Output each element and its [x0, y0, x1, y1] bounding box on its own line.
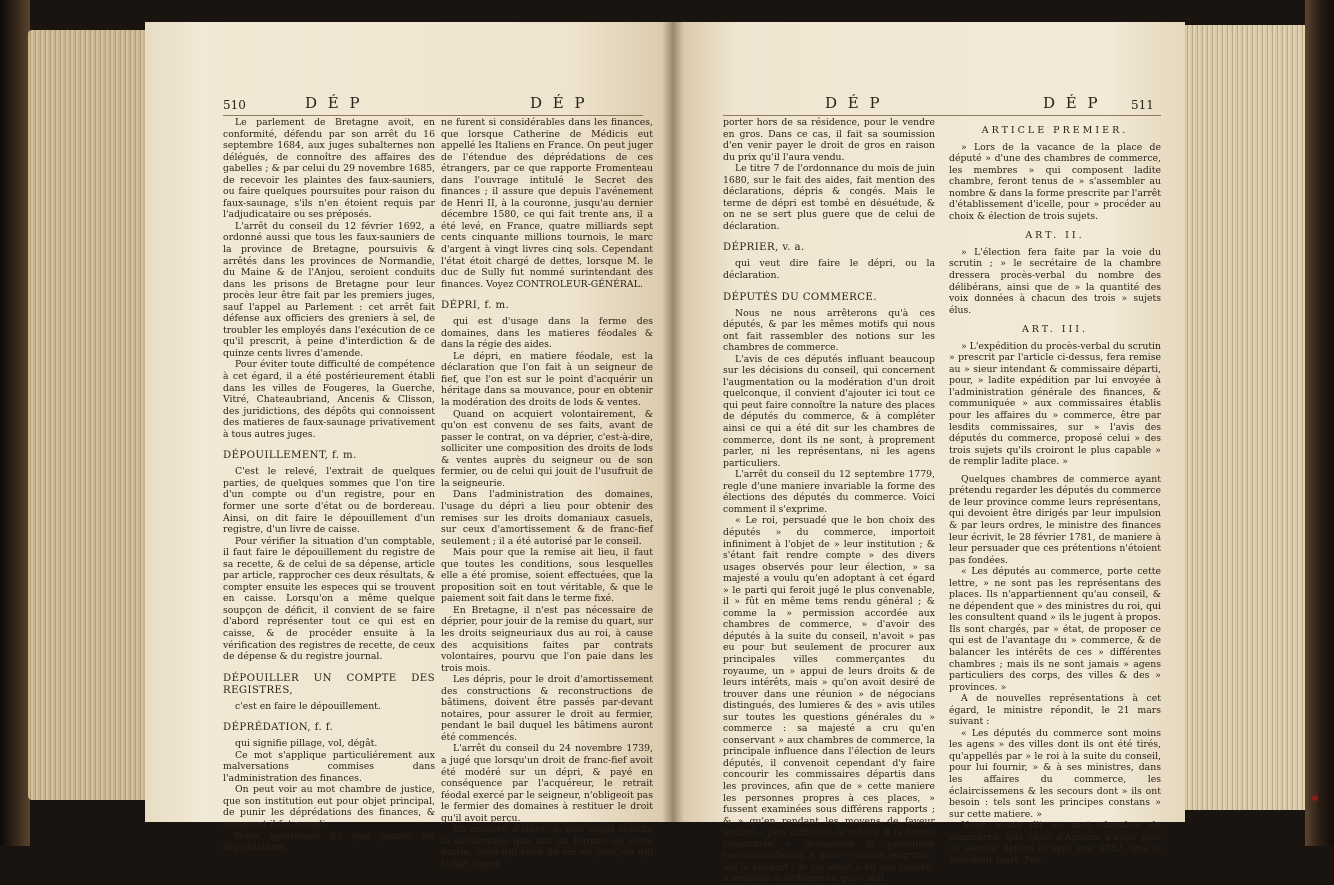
page-edges-right [1175, 25, 1310, 810]
paragraph: L'arrêt du conseil du 24 novembre 1739, a jugé que lorsqu'un droit de franc-fief avoit été modéré sur un dépri, & payé en conséquence par l'acquéreur, le retrait féodal exercé par le seigneur, n'obligeoit pas le fermier des domaines à restituer le droit qu'il avoit perçu. [441, 743, 653, 824]
paragraph: c'est en faire le dépouillement. [235, 700, 381, 712]
paragraph: Ce mot s'applique particuliérement aux malversations commises dans l'administration des finances. [223, 749, 435, 784]
page-number: 511 [1131, 98, 1154, 112]
paragraph: » L'expédition du procès-verbal du scrutin » prescrit par l'article ci-dessus, fera remise au » sieur intendant & commissaire départi, pour, » ladite expédition par lui envoyée à l'administration générale des finances, & communiquée » aux commissaires établis pour les affaires du » commerce, être par lesdits commissaires, sur » l'avis des députés du commerce, proposé celui » des trois sujets qu'ils croiront le plus capable » de remplir ladite place. » [949, 340, 1161, 468]
paragraph: Pour éviter toute difficulté de compétence à cet égard, il a été postérieurement établi dans les villes de Fougeres, la Guerche, Vitré, Chateaubriand, Ancenis & Clisson, des juridictions, des dépôts qui connoissent des matieres de faux-saunage privativement à tous autres juges. [223, 359, 435, 440]
paragraph: qui est d'usage dans la ferme des domaines, dans les matieres féodales & dans la régie des aides. [441, 316, 653, 351]
paragraph: porter hors de sa résidence, pour le vendre en gros. Dans ce cas, il fait sa soumission d'en venir payer le droit de gros en raison du prix qu'il l'aura vendu. [723, 117, 935, 163]
paragraph: Le titre 7 de l'ordonnance du mois de juin 1680, sur le fait des aides, fait mention des déclarations, dépris & congés. Mais le terme de dépri est tombé en désuétude, & on ne se sert plus guere que de celui de déclaration. [723, 163, 935, 232]
paragraph: Dans l'administration des domaines, l'usage du dépri a lieu pour obtenir des remises sur les droits domaniaux casuels, sur ceux d'amortissement & de franc-fief seulement ; il a été autorisé par le conseil. [441, 489, 653, 547]
entry-heading: DÉPRIER, v. a. [723, 242, 805, 254]
paragraph: Nous ne nous arrêterons qu'à ces députés, & par les mêmes motifs qui nous ont fait rassembler des notions sur les chambres de commerce. [723, 307, 935, 354]
paragraph: Le dépri, en matiere féodale, est la déclaration que l'on fait à un seigneur de fief, que l'on est sur le point d'acquérir un héritage dans sa mouvance, pour en obtenir la modération des droits de lods & ventes. [441, 350, 653, 409]
running-head: D É P [1043, 94, 1101, 112]
paragraph: « Les députés au commerce, porte cette lettre, » ne sont pas les représentans des places. Ils n'appartiennent qu'au conseil, & ne dépendent que » des ministres du roi, qui les consultent quand » ils le jugent à propos. Ils sont chargés, par » état, de proposer ce qui est de l'avantage du » commerce, & de balancer les intérêts de ces » différentes chambres ; mais ils ne sont jamais » agens particuliers des corps, des villes & des » provinces. » [949, 566, 1161, 693]
article-heading: ART. III. [1021, 324, 1089, 336]
article-heading: ARTICLE PREMIER. [981, 125, 1129, 136]
paragraph: » L'élection fera faite par la voie du scrutin ; » le secrétaire de la chambre dressera procès-verbal du nombre des délibérans, ainsi que de » la quantité des voix données à chacun des trois » sujets élus. [949, 246, 1161, 316]
paragraph: En matiere d'aides, le mot dépri signifie la déclaration que fait au bureau de cette partie, celui qui vend du vin en gros, ou qui le fait transf- [441, 824, 653, 870]
paragraph: Le parlement de Bretagne avoit, en conformité, défendu par son arrêt du 16 septembre 1684, aux juges subalternes non délégués, de connoître des affaires des gabelles ; & par celui du 29 novembre 1685, de recevoir les plaintes des faux-sauniers, ou faire quelques poursuites pour raison du faux-saunage, s'ils n'en étoient requis par l'adjudicataire ou ses préposés. [223, 117, 435, 221]
paragraph: En Bretagne, il n'est pas nécessaire de déprier, pour jouir de la remise du quart, sur les droits seigneuriaux dus au roi, à cause des acquisitions faites par contrats volontaires, pourvu que l'on paie dans les trois mois. [441, 604, 653, 674]
paragraph: Pour vérifier la situation d'un comptable, il faut faire le dépouillement du registre de sa recette, & de celui de sa dépense, article par article, rapprocher ces deux résultats, & compter ensuite les especes qui se trouvent en caisse. Lorsqu'on a même quelque soupçon de déficit, il convient de se faire d'abord représenter tout ce qui est en caisse, & de procéder ensuite à la vérification des registres de recette, de ceux de dépense & du registre journal. [223, 535, 435, 663]
paragraph: Nous ajouterons ici que jamais les déprédations [223, 830, 435, 854]
paragraph: L'arrêt du conseil du 12 février 1692, a ordonné aussi que tous les faux-sauniers de la province de Bretagne, poursuivis & arrêtés dans les provinces de Normandie, du Maine & de l'Anjou, seroient conduits dans les prisons de Bretagne pour leur procès leur être fait par les premiers juges, sauf l'appel au Parlement : cet arrêt fait défense aux officiers des greniers à sel, de troubler les employés dans l'exécution de ce qu'il prescrit, à peine d'interdiction & de quinze cents livres d'amende. [223, 220, 435, 359]
page-edges-left [28, 30, 156, 800]
entry-heading: DÉPUTÉS DU COMMERCE. [723, 291, 877, 303]
entry-heading: DÉPOUILLER UN COMPTE DES REGISTRES, [223, 672, 435, 696]
book-cover-right [1305, 0, 1334, 846]
paragraph: Les dépris, pour le droit d'amortissement des constructions & reconstructions de bâtimens, doivent être passés par-devant notaires, pour assurer le droit au fermier, pendant le bail duquel les bâtimens auront été commencés. [441, 674, 653, 743]
paragraph: On peut voir au mot chambre de justice, que son institution eut pour objet principal, de punir les déprédations des finances, & comment il fut rempli. [223, 784, 435, 830]
column-left-1 [223, 117, 435, 854]
paragraph: L'arrêt du conseil du 12 septembre 1779, regle d'une maniere invariable la forme des élections des députés du commerce. Voici comment il s'exprime. [723, 469, 935, 515]
paragraph: A de nouvelles représentations à cet égard, le ministre répondit, le 21 mars suivant : [949, 693, 1161, 728]
paragraph: ne furent si considérables dans les finances, que lorsque Catherine de Médicis eut appellé les Italiens en France. On peut juger de l'étendue des déprédations de ces étrangers, par ce que rapporte Fromenteau dans l'ouvrage intitulé le Secret des finances ; il assure que depuis l'avénement de Henri II, à la couronne, jusqu'au dernier décembre 1580, ce qui fait trente ans, il a été levé, en France, quatre milliards sept cents cinquante millions tournois, le marc d'argent à vingt livres cinq sols. Cependant l'état étoit chargé de dettes, lorsque M. le duc de Sully fut nommé surintendant des finances. Voyez CONTROLEUR-GÉNÉRAL. [441, 117, 653, 290]
paragraph: C'est le relevé, l'extrait de quelques parties, de quelques sommes que l'on tire d'un compte ou d'un registre, pour en former une sorte d'état ou de bordereau. Ainsi, on dit faire le dépouillement d'un registre, d'un livre de caisse. [223, 466, 435, 536]
library-stamp [1312, 795, 1318, 801]
paragraph: Mais pour que la remise ait lieu, il faut que toutes les conditions, sous lesquelles elle a été promise, soient effectuées, que la proposition soit en tout véritable, & que le paiement soit fait dans le terme fixé. [441, 547, 653, 605]
paragraph: Nous avons dit au mot chambre de commerce, que celle d'Amiens n'avoit plus de député depuis le sept mai 1782, que le sien étoit mort. Peu [949, 820, 1161, 866]
paragraph: qui signifie pillage, vol, dégât. [235, 738, 378, 750]
paragraph: « Le roi, persuadé que le bon choix des députés » du commerce, importoit infiniment à l'objet de » leur institution ; & s'étant fait rendre compte » des divers usages observés pour leur élection, » sa majesté a voulu qu'en adoptant à cet égard » le parti qui feroit jugé le plus convenable, il » fût en même tems rendu général ; & comme la » permission accordée aux chambres de commerce, » d'avoir des députés à la suite du conseil, n'avoit » pas eu pour but seulement de procurer aux principales villes commerçantes du royaume, un » appui de leurs droits & de leurs intérêts, mais » qu'on avoit desiré de trouver dans une réunion » de négocians distingués, des lumieres & des » avis utiles sur toutes les questions générales du » commerce : sa majesté a cru qu'en conservant » aux chambres de commerce, la principale influence dans l'élection de leurs députés, il convenoit cependant d'y faire concourir les commissaires départis dans les provinces, afin que de » cette maniere les personnes propres à ces places, » fussent examinées sous différens rapports ; & » qu'en rendant les moyens de faveur encore » plus difficiles, le mérite & la bonne renommée » devinssent la principale recommandation. A quoi » voulant pourvoir : ouï le rapport ; le roi étant » en son conseil, a ordonné & ordonne ce qui » suit. [723, 515, 935, 885]
column-right-1 [723, 117, 935, 885]
entry-heading: DÉPRÉDATION, f. f. [223, 722, 334, 734]
paragraph: » Lors de la vacance de la place de député » d'une des chambres de commerce, les membres » qui composent ladite chambre, feront tenus de » s'assembler au nombre & dans la forme prescrite par l'arrêt d'établissement d'icelle, pour » procéder au choix & élection de trois sujets. [949, 141, 1161, 222]
entry-heading: DÉPRI, f. m. [441, 300, 510, 312]
book-gutter [662, 22, 684, 822]
entry-heading: DÉPOUILLEMENT, f. m. [223, 450, 357, 462]
paragraph: qui veut dire faire le dépri, ou la déclaration. [723, 258, 935, 282]
running-head: D É P [825, 94, 883, 112]
right-page [673, 22, 1185, 885]
left-page [145, 22, 673, 870]
running-head: D É P [305, 94, 363, 112]
paragraph: Quand on acquiert volontairement, & qu'on est convenu de ses faits, avant de passer le contrat, on va déprier, c'est-à-dire, solliciter une composition des droits de lods & ventes auprès du seigneur ou de son fermier, ou de celui qui jouit de l'usufruit de la seigneurie. [441, 408, 653, 489]
paragraph: Quelques chambres de commerce ayant prétendu regarder les députés du commerce de leur province comme leurs représentans, qui devoient être dirigés par leur impulsion & par leurs ordres, le ministre des finances leur écrivit, le 28 février 1781, de maniere à leur persuader que ces prétentions n'étoient pas fondées. [949, 473, 1161, 566]
header-rule [223, 115, 643, 116]
article-heading: ART. II. [1025, 230, 1085, 242]
page-number: 510 [223, 98, 246, 112]
column-right-2 [949, 117, 1161, 866]
book-cover-left [0, 0, 30, 846]
header-rule [723, 115, 1161, 116]
column-left-2 [441, 117, 653, 870]
paragraph: L'avis de ces députés influant beaucoup sur les décisions du conseil, qui concernent l'augmentation ou la modération d'un droit quelconque, il convient d'ajouter ici tout ce qui peut faire connoître la nature des places de députés du commerce, & à compléter ainsi ce qui a été dit sur les chambres de commerce, dont ils ne sont, à proprement parler, ni les représentans, ni les agens particuliers. [723, 353, 935, 469]
paragraph: « Les députés du commerce sont moins les agens » des villes dont ils ont été tirés, qu'appellés par » le roi à la suite du conseil, pour lui fournir, » & à ses ministres, dans les affaires du commerce, les éclaircissemens & les secours dont » ils ont besoin : tels sont les principes constans » sur cette matiere. » [949, 727, 1161, 820]
running-head: D É P [530, 94, 588, 112]
